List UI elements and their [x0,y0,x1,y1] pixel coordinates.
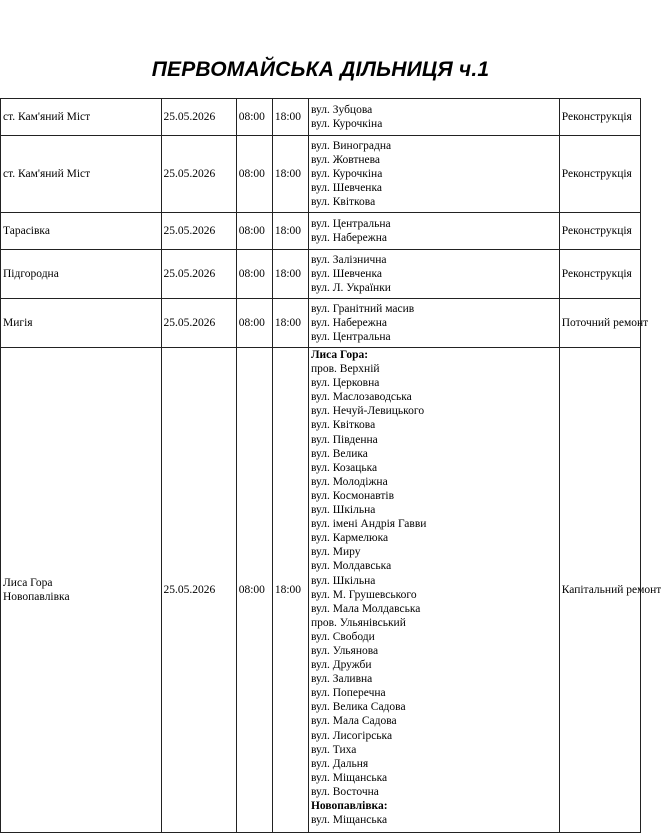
street-item: вул. Мала Садова [310,715,397,728]
street-item: вул. Велика [310,447,368,460]
street-item: вул. Міщанська [310,814,388,827]
table-row [1,99,641,136]
work-type-cell: Реконструкція [559,250,640,299]
street-item: вул. Шевченка [310,267,382,280]
street-item: вул. Нечуй-Левицького [310,405,425,418]
street-item: вул. Набережна [310,232,387,244]
start-time-cell: 08:00 [236,136,272,213]
village-heading: Лиса Гора: [310,349,369,361]
street-item: вул. М. Грушевського [310,588,417,601]
outage-schedule-table [0,98,661,833]
street-item: вул. Зубцова [310,103,373,116]
table-row [1,136,641,213]
location-cell: ст. Кам'яний Міст [1,136,162,213]
street-item: вул. Міщанська [310,771,388,784]
end-time-cell: 18:00 [272,213,308,250]
street-item: вул. Церковна [310,377,380,390]
location-cell: Лиса Гора Новопавлівка [1,348,162,833]
table-row [1,299,641,348]
start-time-cell: 08:00 [236,99,272,136]
street-item: вул. Тиха [310,743,357,756]
street-item: вул. Дружби [310,659,372,672]
street-item: вул. Центральна [310,331,391,344]
location-cell: Тарасівка [1,213,162,250]
street-item: вул. Велика Садова [310,701,406,714]
street-item: пров. Верхній [310,363,380,376]
start-time-cell: 08:00 [236,299,272,348]
street-item: вул. Квіткова [310,419,376,432]
work-type-cell: Поточний ремонт [559,299,640,348]
date-cell: 25.05.2026 [161,136,236,213]
street-item: вул. Космонавтів [310,489,395,502]
location-cell: Мигія [1,299,162,348]
street-item: вул. Молодіжна [310,475,388,488]
street-item: вул. Шкільна [310,504,376,517]
table-row [1,348,641,833]
street-item: вул. Молдавська [310,560,392,573]
street-item: пров. Ульянівський [310,616,406,629]
street-item: вул. Гранітний масив [310,302,415,315]
street-item: вул. Л. Українки [310,282,391,295]
start-time-cell: 08:00 [236,213,272,250]
end-time-cell: 18:00 [272,348,308,833]
street-item: вул. Курочкіна [310,167,383,180]
street-item: вул. Виноградна [310,139,392,152]
end-time-cell: 18:00 [272,299,308,348]
work-type-cell: Реконструкція [559,99,640,136]
street-item: вул. Курочкіна [310,118,383,130]
street-item: вул. Восточна [310,785,379,798]
street-item: вул. Південна [310,433,378,446]
street-item: вул. Шкільна [310,574,376,587]
table-row [1,213,641,250]
streets-cell [308,213,559,250]
date-cell: 25.05.2026 [161,250,236,299]
end-time-cell: 18:00 [272,136,308,213]
start-time-cell: 08:00 [236,250,272,299]
date-cell: 25.05.2026 [161,299,236,348]
streets-cell [308,348,559,833]
date-cell: 25.05.2026 [161,99,236,136]
work-type-cell: Капітальний ремонт [559,348,640,833]
date-cell: 25.05.2026 [161,213,236,250]
location-cell: Підгородна [1,250,162,299]
street-item: вул. Заливна [310,673,373,686]
street-item: вул. Набережна [310,316,387,329]
date-cell: 25.05.2026 [161,348,236,833]
street-item: вул. Жовтнева [310,153,381,166]
street-item: вул. Свободи [310,630,375,643]
street-item: вул. Залізнична [310,253,387,266]
street-item: вул. Ульянова [310,644,379,657]
street-item: вул. Квіткова [310,196,376,209]
street-item: вул. Маслозаводська [310,391,412,404]
street-item: вул. Козацька [310,461,378,474]
streets-cell [308,299,559,348]
end-time-cell: 18:00 [272,250,308,299]
street-item: вул. Мала Молдавська [310,602,421,615]
street-item: вул. Шевченка [310,182,382,195]
end-time-cell: 18:00 [272,99,308,136]
street-item: вул. Миру [310,546,361,559]
street-item: вул. Центральна [310,217,391,230]
street-item: вул. Поперечна [310,687,386,700]
street-item: вул. імені Андрія Гавви [310,518,427,531]
street-item: вул. Дальня [310,757,369,770]
schedule-table-body [1,99,661,833]
work-type-cell: Реконструкція [559,136,640,213]
page-title: ПЕРВОМАЙСЬКА ДІЛЬНИЦЯ ч.1 [151,58,490,81]
location-cell: ст. Кам'яний Міст [1,99,162,136]
table-row [1,250,641,299]
start-time-cell: 08:00 [236,348,272,833]
streets-cell [308,99,559,136]
streets-cell [308,136,559,213]
street-item: вул. Кармелюка [310,532,389,545]
village-heading: Новопавлівка: [310,800,388,812]
work-type-cell: Реконструкція [559,213,640,250]
street-item: вул. Лисогірська [310,729,393,742]
streets-cell [308,250,559,299]
